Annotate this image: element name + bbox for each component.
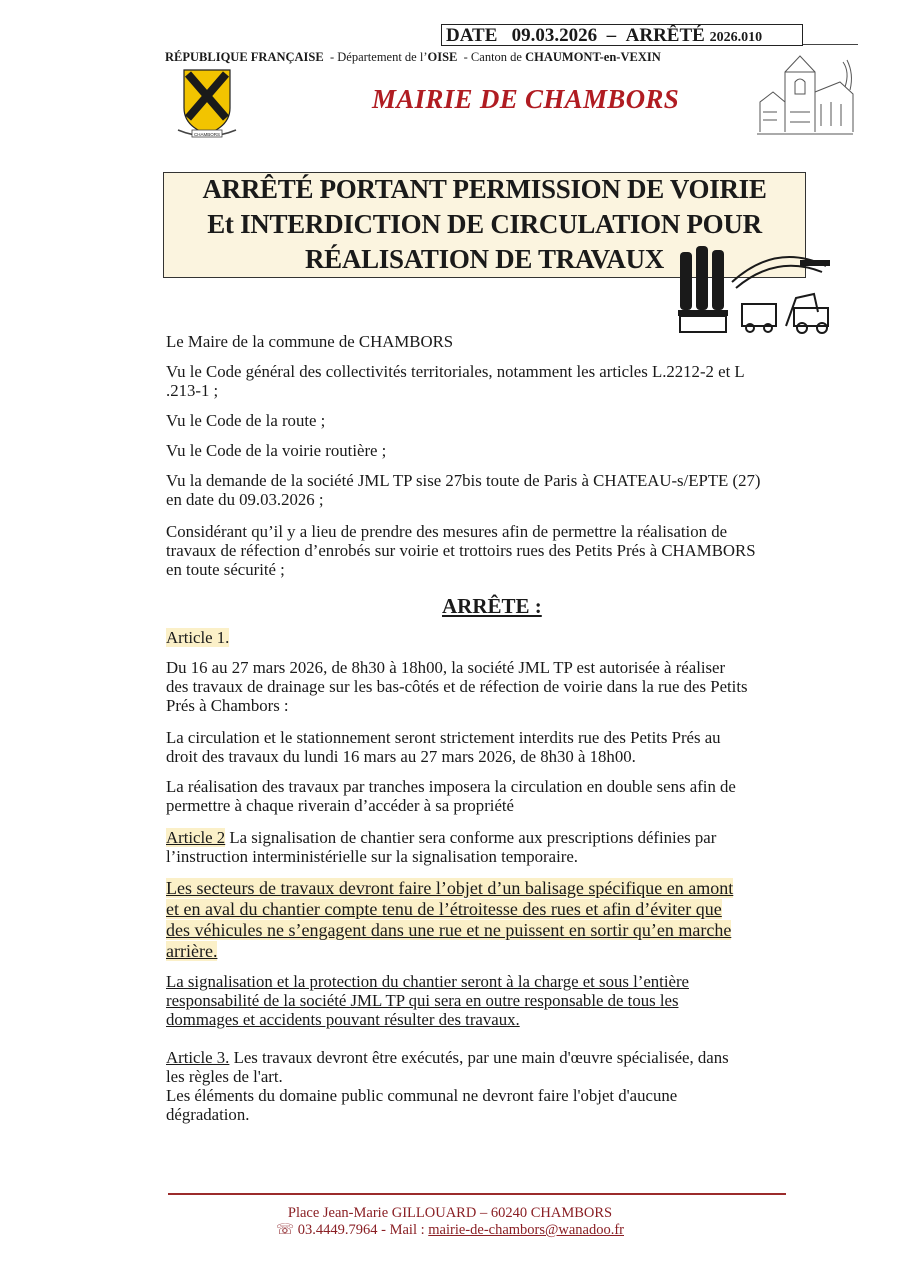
article2-p2-line1: Les secteurs de travaux devront faire l’objet d’un balisage spécifique en amont [166, 878, 734, 898]
arrete-number: 2026.010 [709, 30, 763, 45]
article2-p1-line1: La signalisation de chantier sera conforme aux prescriptions définies par [225, 828, 717, 847]
article2-p2-line4: arrière. [166, 941, 218, 961]
canton-prefix: - Canton de [463, 50, 522, 64]
republique-label: RÉPUBLIQUE FRANÇAISE [165, 50, 324, 64]
footer-address: Place Jean-Marie GILLOUARD – 60240 CHAMBORS [287, 1205, 613, 1221]
phone-icon: ☏ [276, 1222, 295, 1238]
mairie-title: MAIRIE DE CHAMBORS [372, 84, 680, 114]
preamble-vu-voirie: Vu le Code de la voirie routière ; [166, 441, 387, 460]
preamble-vu-cgct-line1: Vu le Code général des collectivités territoriales, notamment les articles L.2212-2 et L [166, 362, 745, 381]
title-line-2: Et INTERDICTION DE CIRCULATION POUR [207, 209, 762, 239]
article3-p2-line1: Les éléments du domaine public communal ne devront faire l'objet d'aucune [166, 1086, 678, 1105]
republique-line [165, 50, 661, 65]
article3-p1-line1-row [166, 1048, 808, 1067]
article1-p1-line2: des travaux de drainage sur les bas-côtés et de réfection de voirie dans la rue des Petits [166, 677, 748, 696]
article2-p2-line1-row [166, 878, 808, 899]
date-label: DATE [446, 25, 498, 46]
article3-label: Article 3. [166, 1048, 230, 1067]
article2-p3-line1: La signalisation et la protection du chantier seront à la charge et sous l’entière [166, 972, 689, 991]
date-value: 09.03.2026 [511, 25, 598, 46]
footer-contact [0, 1222, 900, 1239]
article2-p2-line2-row [166, 899, 808, 920]
roadworks-illustration-icon [676, 242, 836, 334]
article2-p2-line4-row [166, 941, 808, 962]
article1-p2-line1: La circulation et le stationnement seront strictement interdits rue des Petits Prés au [166, 728, 721, 747]
coat-of-arms-icon [174, 68, 240, 140]
departement-prefix: - Département de l’ [329, 50, 428, 64]
article2-p1-line2: l’instruction interministérielle sur la signalisation temporaire. [166, 847, 578, 866]
article1-p1-line1: Du 16 au 27 mars 2026, de 8h30 à 18h00, la société JML TP est autorisée à réaliser [166, 658, 726, 677]
departement-name: OISE [427, 50, 458, 64]
arrete-heading: ARRÊTE : [442, 594, 542, 618]
preamble-considerant-line3: en toute sécurité ; [166, 560, 285, 579]
article1-p3-line1: La réalisation des travaux par tranches imposera la circulation en double sens afin de [166, 777, 736, 796]
arrete-label: ARRÊTÉ [625, 25, 705, 46]
footer-rule [168, 1193, 786, 1195]
date-arrete-box [441, 24, 803, 46]
article1-p1-line3: Prés à Chambors : [166, 696, 289, 715]
article2-p2-line3: des véhicules ne s’engagent dans une rue et ne puissent en sortir qu’en marche [166, 920, 732, 940]
preamble-maire: Le Maire de la commune de CHAMBORS [166, 332, 454, 351]
article2-label: Article 2 [166, 828, 226, 847]
preamble-considerant-line1: Considérant qu’il y a lieu de prendre des mesures afin de permettre la réalisation de [166, 522, 728, 541]
article1-label: Article 1. [166, 628, 230, 647]
article3-p1-line1: Les travaux devront être exécutés, par une main d'œuvre spécialisée, dans [229, 1048, 729, 1067]
church-sketch-icon [755, 52, 855, 138]
coat-motto: CHAMBORS [193, 132, 221, 137]
article1-label-row [166, 628, 808, 647]
article3-p1-line2: les règles de l'art. [166, 1067, 283, 1086]
article2-p3-line3: dommages et accidents pouvant résulter des travaux. [166, 1010, 520, 1029]
footer-phone: 03.4449.7964 [297, 1222, 378, 1238]
footer-mail-label: - Mail : [377, 1222, 429, 1238]
preamble-vu-demande-line2: en date du 09.03.2026 ; [166, 490, 324, 509]
title-line-1: ARRÊTÉ PORTANT PERMISSION DE VOIRIE [202, 174, 767, 204]
article1-p2-line2: droit des travaux du lundi 16 mars au 27 mars 2026, de 8h30 à 18h00. [166, 747, 636, 766]
footer-mail-link[interactable]: mairie-de-chambors@wanadoo.fr [428, 1222, 624, 1238]
article2-p2-line2: et en aval du chantier compte tenu de l’étroitesse des rues et afin d’éviter que [166, 899, 722, 919]
date-dash: – [606, 25, 617, 46]
article1-p3-line2: permettre à chaque riverain d’accéder à sa propriété [166, 796, 514, 815]
canton-name: CHAUMONT-en-VEXIN [525, 50, 661, 64]
article3-p2-line2: dégradation. [166, 1105, 250, 1124]
date-rule [803, 44, 858, 45]
preamble-vu-route: Vu le Code de la route ; [166, 411, 326, 430]
preamble-vu-cgct-line2: .213-1 ; [166, 381, 219, 400]
article2-p3-line2: responsabilité de la société JML TP qui sera en outre responsable de tous les [166, 991, 679, 1010]
article2-p2-line3-row [166, 920, 808, 941]
title-line-3: RÉALISATION DE TRAVAUX [304, 244, 664, 274]
article2-p1-line1-row [166, 828, 808, 847]
preamble-vu-demande-line1: Vu la demande de la société JML TP sise 27bis toute de Paris à CHATEAU-s/EPTE (27) [166, 471, 761, 490]
preamble-considerant-line2: travaux de réfection d’enrobés sur voirie et trottoirs rues des Petits Prés à CHAMBORS [166, 541, 756, 560]
